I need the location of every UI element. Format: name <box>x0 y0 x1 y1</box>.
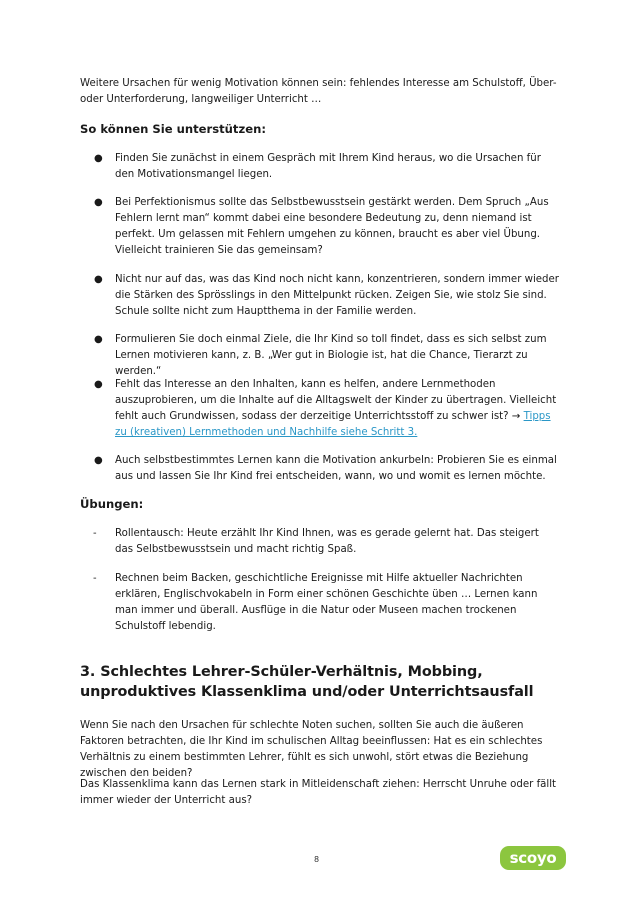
exercises-heading: Übungen: <box>80 497 144 511</box>
section-heading: 3. Schlechtes Lehrer-Schüler-Verhältnis, Mobbing, unproduktives Klassenklima und/oder Unterrichtsausfall <box>80 664 534 700</box>
list-item-text: Finden Sie zunächst in einem Gespräch mit Ihrem Kind heraus, wo die Ursachen für den Motivationsmangel liegen. <box>115 153 541 180</box>
section-paragraph-1: Wenn Sie nach den Ursachen für schlechte Noten suchen, sollten Sie auch die äußeren Faktoren betrachten, die Ihr Kind im schulischen Alltag beeinflussen: Hat es ein schlechtes Verhältnis zu einem bestimmten Lehrer, fühlt es sich unwohl, stört etwas die Beziehung zwischen den beiden? <box>80 720 543 779</box>
list-item-text: Fehlt das Interesse an den Inhalten, kann es helfen, andere Lernmethoden auszuprobieren, um die Inhalte auf die Alltagswelt der Kinder zu übertragen. Vielleicht fehlt auch Grundwissen, sodass der derzeitige Unterrichtsstoff zu schwer ist? → <box>115 379 557 422</box>
list-item <box>94 272 560 320</box>
bullet-icon: ● <box>94 379 103 390</box>
bullet-icon: ● <box>94 455 103 466</box>
exercise-text: Rechnen beim Backen, geschichtliche Ereignisse mit Hilfe aktueller Nachrichten erklären, Englischvokabeln in Form einer schönen Geschichte üben … Lernen kann man immer und überall. Ausflüge in die Natur oder Museen machen trockenen Schulstoff lebendig. <box>115 573 538 632</box>
list-item <box>94 377 560 441</box>
bullet-icon: ● <box>94 334 103 345</box>
list-item-text: Bei Perfektionismus sollte das Selbstbewusstsein gestärkt werden. Dem Spruch „Aus Fehlern lernt man“ kommt dabei eine besondere Bedeutung zu, denn niemand ist perfekt. Um gelassen mit Fehlern umgehen zu können, braucht es aber viel Übung. Vielleicht trainieren Sie das gemeinsam? <box>115 197 549 256</box>
list-item <box>94 453 560 485</box>
exercise-text: Rollentausch: Heute erzählt Ihr Kind Ihnen, was es gerade gelernt hat. Das steigert das Selbstbewusstsein und macht richtig Spaß. <box>115 528 539 555</box>
intro-paragraph: Weitere Ursachen für wenig Motivation können sein: fehlendes Interesse am Schulstoff, Über- oder Unterforderung, langweiliger Unterricht … <box>80 78 557 105</box>
scoyo-logo: scoyo <box>500 846 566 870</box>
bullet-icon: ● <box>94 153 103 164</box>
exercise-item <box>93 526 560 558</box>
dash-icon: - <box>93 573 97 584</box>
list-item <box>94 332 560 380</box>
page-number: 8 <box>314 855 320 864</box>
bullet-icon: ● <box>94 274 103 285</box>
list-item-text: Auch selbstbestimmtes Lernen kann die Motivation ankurbeln: Probieren Sie es einmal aus und lassen Sie Ihr Kind frei entscheiden, wann, wo und womit es lernen möchte. <box>115 455 557 482</box>
learning-methods-link[interactable]: Tipps zu (kreativen) Lernmethoden und Nachhilfe siehe Schritt 3. <box>115 411 551 438</box>
support-heading: So können Sie unterstützen: <box>80 122 266 136</box>
exercise-item <box>93 571 560 635</box>
list-item <box>94 151 560 183</box>
section-paragraph-2: Das Klassenklima kann das Lernen stark in Mitleidenschaft ziehen: Herrscht Unruhe oder fällt immer wieder der Unterricht aus? <box>80 779 557 806</box>
dash-icon: - <box>93 528 97 539</box>
list-item-text: Nicht nur auf das, was das Kind noch nicht kann, konzentrieren, sondern immer wieder die Stärken des Sprösslings in den Mittelpunkt rücken. Zeigen Sie, wie stolz Sie sind. Schule sollte nicht zum Hauptthema in der Familie werden. <box>115 274 559 317</box>
list-item-text: Formulieren Sie doch einmal Ziele, die Ihr Kind so toll findet, dass es sich selbst zum Lernen motivieren kann, z. B. „Wer gut in Biologie ist, hat die Chance, Tierarzt zu werden.“ <box>115 334 547 377</box>
bullet-icon: ● <box>94 197 103 208</box>
list-item <box>94 195 560 259</box>
